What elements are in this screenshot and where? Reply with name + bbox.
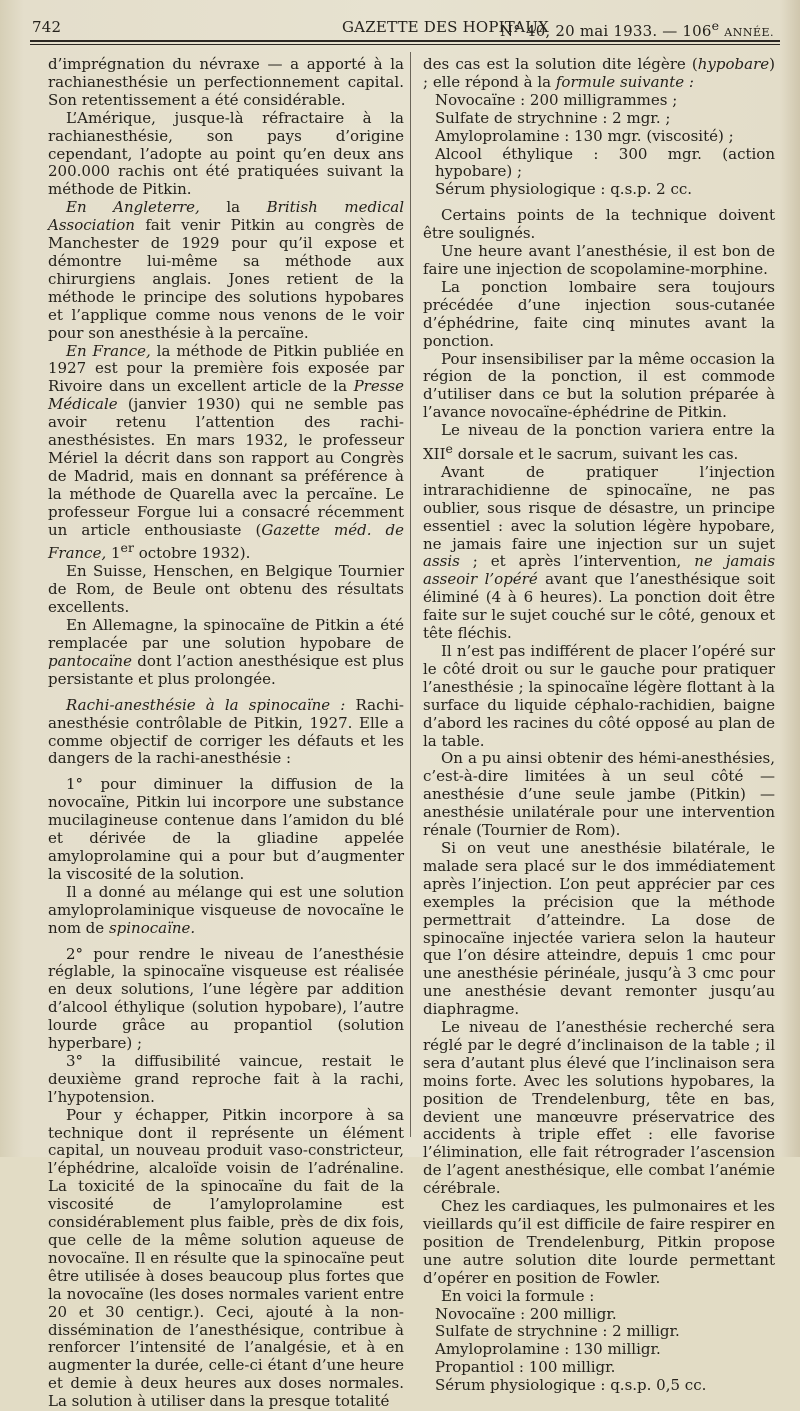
- paragraph: 1° pour diminuer la diffusion de la novocaïne, Pitkin lui incorpore une substance mucilagineuse contenue dans l’amidon du blé et dérivée de la gliadine appelée amyloprolamine qui a pour but d’augmenter la viscosité de la solution.: [48, 775, 404, 883]
- formula-line: Sulfate de strychnine : 2 milligr.: [435, 1322, 680, 1341]
- paragraph: En Angleterre, la British medical Association fait venir Pitkin au congrès de Manchester de 1929 pour qu’il expose et démontre lui-même sa méthode aux chirurgiens anglais. Jones retient de la méthode le principe des solutions hypobares et l’applique comme nous venons de le voir pour son anesthésie à la percaïne.: [48, 198, 404, 342]
- formula-line: Sulfate de strychnine : 2 mgr. ;: [435, 108, 671, 127]
- journal-title: GAZETTE DES HOPITAUX: [342, 18, 549, 36]
- column-divider: [410, 52, 411, 1137]
- paragraph: Une heure avant l’anesthésie, il est bon de faire une injection de scopolamine-morphine.: [423, 242, 775, 278]
- formula-line: Sérum physiologique : q.s.p. 0,5 cc.: [435, 1376, 707, 1395]
- paragraph: On a pu ainsi obtenir des hémi-anesthésies, c’est-à-dire limitées à un seul côté — anesthésie d’une seule jambe (Pitkin) — anesthésie unilatérale pour une intervention rénale (Tournier de Rom).: [423, 749, 775, 840]
- header-rule: [30, 40, 780, 42]
- paragraph: Si on veut une anesthésie bilatérale, le malade sera placé sur le dos immédiatement après l’injection. L’on peut apprécier par ces exemples la précision que la méthode permettrait d’atteindre. La dose de spinocaïne injectée variera selon la hauteur que l’on désire atteindre, depuis 1 cmc pour une anesthésie périnéale, jusqu’à 3 cmc pour une anesthésie devant remonter jusqu’au diaphragme.: [423, 838, 775, 1019]
- paragraph: Pour insensibiliser par la même occasion la région de la ponction, il est commode d’utiliser dans ce but la solution préparée à l’avance novocaïne-éphédrine de Pitkin.: [423, 349, 775, 422]
- right-column: [423, 56, 775, 1395]
- page-number: 742: [32, 18, 62, 36]
- paragraph: des cas est la solution dite légère (hypobare) ; elle répond à la formule suivante :: [423, 55, 775, 91]
- formula-line: Amyloprolamine : 130 milligr.: [435, 1340, 661, 1359]
- paragraph: Le niveau de la ponction variera entre la XIIe dorsale et le sacrum, suivant les cas.: [423, 421, 775, 464]
- header-rule-thin: [30, 44, 780, 45]
- formula-line: Novocaïne : 200 milligrammes ;: [435, 90, 678, 109]
- paragraph: 3° la diffusibilité vaincue, restait le deuxième grand reproche fait à la rachi, l’hypotension.: [48, 1051, 404, 1106]
- formula-line: Sérum physiologique : q.s.p. 2 cc.: [435, 180, 693, 199]
- paragraph: En voici la formule :: [441, 1286, 595, 1305]
- formula-line: Propantiol : 100 milligr.: [435, 1358, 616, 1377]
- section-heading-paragraph: Rachi-anesthésie à la spinocaïne : Rachi-anesthésie contrôlable de Pitkin, 1927. Elle a comme objectif de corriger les défauts et les dangers de la rachi-anesthésie :: [48, 695, 404, 768]
- left-column: [48, 56, 404, 1411]
- paragraph: Le niveau de l’anesthésie recherché sera réglé par le degré d’inclinaison de la table ; il sera d’autant plus élevé que l’inclinaison sera moins forte. Avec les solutions hypobares, la position de Trendelenburg, tête en bas, devient une manœuvre préservatrice des accidents à triple effet : elle favorise l’élimination, elle fait rétrograder l’ascension de l’agent anesthésique, elle combat l’anémie cérébrale.: [423, 1018, 775, 1198]
- formula-line: Novocaïne : 200 milligr.: [435, 1304, 617, 1323]
- paragraph: Chez les cardiaques, les pulmonaires et les vieillards qu’il est difficile de faire respirer en position de Trendelenburg, Pitkin propose une autre solution dite lourde permettant d’opérer en position de Fowler.: [423, 1197, 775, 1287]
- paragraph: d’imprégnation du névraxe — a apporté à la rachianesthésie un perfectionnement capital. Son retentissement a été considérable.: [48, 55, 404, 109]
- formula-line: Alcool éthylique : 300 mgr. (action hypobare) ;: [435, 144, 775, 181]
- issue-info: N° 40, 20 mai 1933. — 106e ANNÉE.: [499, 18, 774, 40]
- paragraph: Il a donné au mélange qui est une solution amyloprolaminique visqueuse de novocaïne le nom de spinocaïne.: [48, 882, 404, 937]
- paragraph: En France, la méthode de Pitkin publiée en 1927 est pour la première fois exposée par Rivoire dans un excellent article de la Presse Médicale (janvier 1930) qui ne semble pas avoir retenu l’attention des rachi-anesthésistes. En mars 1932, le professeur Mériel la décrit dans son rapport au Congrès de Madrid, mais en donnant sa préférence à la méthode de Quarella avec la percaïne. Le professeur Forgue lui a consacré récemment un article enthousiaste (Gazette méd. de France, 1er octobre 1932).: [48, 341, 405, 563]
- paragraph: En Suisse, Henschen, en Belgique Tournier de Rom, de Beule ont obtenu des résultats excellents.: [48, 562, 404, 617]
- paragraph: La ponction lombaire sera toujours précédée d’une injection sous-cutanée d’éphédrine, faite cinq minutes avant la ponction.: [423, 277, 775, 350]
- paragraph: 2° pour rendre le niveau de l’anesthésie réglable, la spinocaïne visqueuse est réalisée en deux solutions, l’une légère par addition d’alcool éthylique (solution hypobare), l’autre lourde grâce au propantiol (solution hyperbare) ;: [48, 944, 404, 1053]
- paragraph: Avant de pratiquer l’injection intrarachidienne de spinocaïne, ne pas oublier, sous risque de désastre, un principe essentiel : avec la solution légère hypobare, ne jamais faire une injection sur un sujet assis ; et après l’intervention, ne jamais asseoir l’opéré avant que l’anesthésique soit éliminé (4 à 6 heures). La ponction doit être faite sur le sujet couché sur le côté, genoux et tête fléchis.: [423, 462, 776, 643]
- paragraph: Certains points de la technique doivent être soulignés.: [423, 206, 775, 243]
- running-header: [30, 14, 778, 38]
- paragraph: Il n’est pas indifférent de placer l’opéré sur le côté droit ou sur le gauche pour pratiquer l’anesthésie ; la spinocaïne légère flottant à la surface du liquide céphalo-rachidien, baigne d’abord les racines du côté opposé au plan de la table.: [423, 642, 775, 750]
- paragraph: L’Amérique, jusque-là réfractaire à la rachianesthésie, son pays d’origine cependant, l’adopte au point qu’en deux ans 200.000 rachis ont été pratiquées suivant la méthode de Pitkin.: [48, 108, 404, 199]
- paragraph: En Allemagne, la spinocaïne de Pitkin a été remplacée par une solution hypobare de pantocaïne dont l’action anesthésique est plus persistante et plus prolongée.: [48, 616, 404, 688]
- paragraph: Pour y échapper, Pitkin incorpore à sa technique dont il représente un élément capital, un nouveau produit vaso-constricteur, l’éphédrine, alcaloïde voisin de l’adrénaline. La toxicité de la spinocaïne du fait de la viscosité de l’amyloprolamine est considérablement plus faible, près de dix fois, que celle de la même solution aqueuse de novocaïne. Il en résulte que la spinocaïne peut être utilisée à doses beaucoup plus fortes que la novocaïne (les doses normales varient entre 20 et 30 centigr.). Ceci, ajouté à la non-dissémination de l’anesthésique, contribue à renforcer l’intensité de l’analgésie, et à en augmenter la durée, celle-ci étant d’une heure et demie à deux heures aux doses normales. La solution à utiliser dans la presque totalité: [48, 1105, 404, 1411]
- formula-line: Amyloprolamine : 130 mgr. (viscosité) ;: [435, 126, 734, 145]
